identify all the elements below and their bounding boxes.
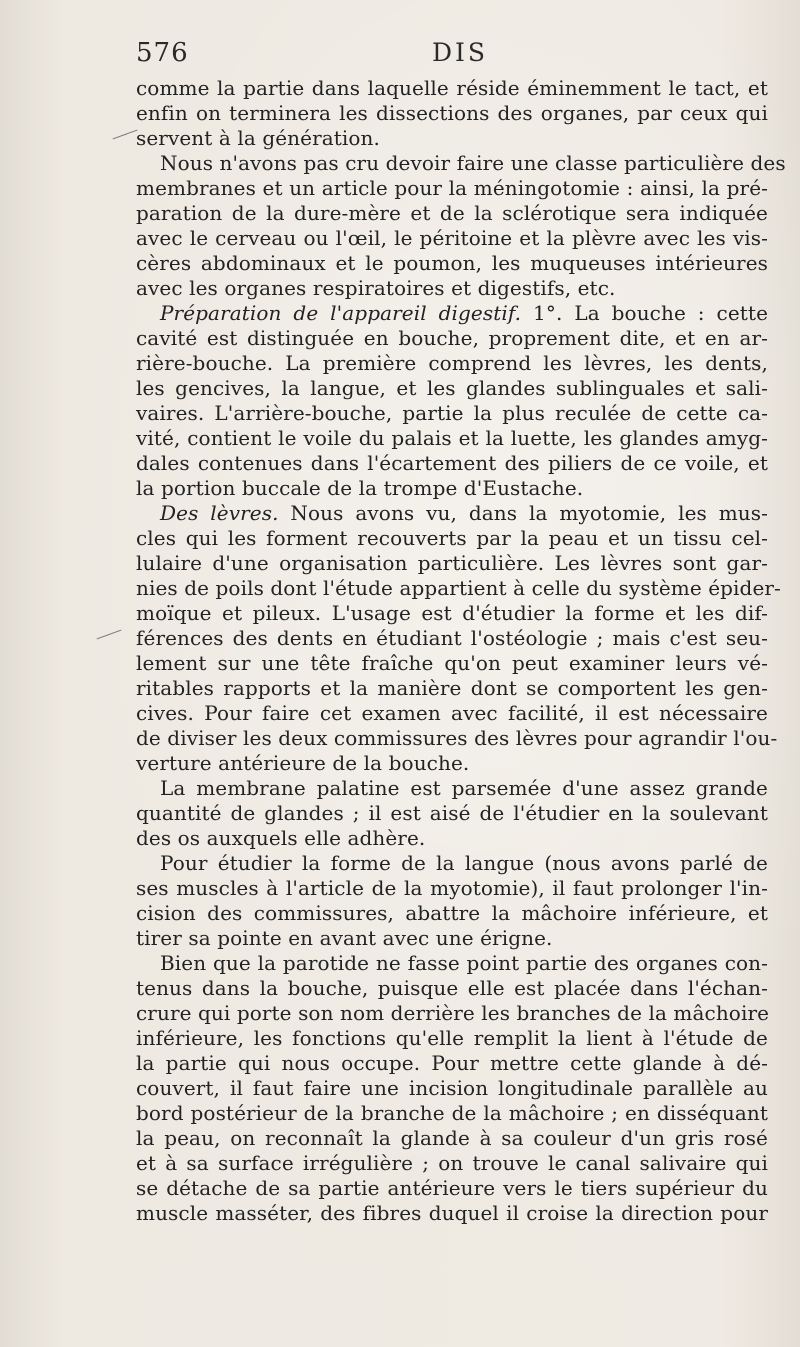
text-line: avec les organes respiratoires et digestifs, etc. — [136, 276, 616, 300]
text-line: Pour étudier la forme de la langue (nous avons parlé de — [160, 851, 768, 875]
page-header — [136, 38, 766, 74]
text-line: Préparation de l'appareil digestif. 1°. La bouche : cette — [160, 301, 769, 325]
text-line: la peau, on reconnaît la glande à sa couleur d'un gris rosé — [136, 1126, 768, 1150]
text-line: tirer sa pointe en avant avec une érigne. — [136, 926, 553, 950]
text-line: des os auxquels elle adhère. — [136, 826, 426, 850]
text-line: dales contenues dans l'écartement des piliers de ce voile, et — [136, 451, 768, 475]
text-line: cles qui les forment recouverts par la peau et un tissu cel- — [136, 526, 768, 550]
section-heading-digestive: Préparation de l'appareil digestif. — [160, 301, 522, 325]
text-line: férences des dents en étudiant l'ostéologie ; mais c'est seu- — [136, 626, 768, 650]
text-line: comme la partie dans laquelle réside éminemment le tact, et — [136, 76, 768, 100]
running-head: DIS — [432, 38, 489, 67]
text-line: inférieure, les fonctions qu'elle remplit la lient à l'étude de — [136, 1026, 768, 1050]
text-line: et à sa surface irrégulière ; on trouve le canal salivaire qui — [136, 1151, 768, 1175]
text-line: vaires. L'arrière-bouche, partie la plus reculée de cette ca- — [136, 401, 768, 425]
text-line: verture antérieure de la bouche. — [136, 751, 470, 775]
text-line: cères abdominaux et le poumon, les muqueuses intérieures — [136, 251, 768, 275]
text-line: rière-bouche. La première comprend les lèvres, les dents, — [136, 351, 768, 375]
text-line: les gencives, la langue, et les glandes sublinguales et sali- — [136, 376, 768, 400]
text-line: couvert, il faut faire une incision longitudinale parallèle au — [136, 1076, 768, 1100]
text-line: membranes et un article pour la méningotomie : ainsi, la pré- — [136, 176, 768, 200]
text-line: moïque et pileux. L'usage est d'étudier la forme et les dif- — [136, 601, 768, 625]
text-line: Des lèvres. Nous avons vu, dans la myotomie, les mus- — [160, 501, 768, 525]
text-line: vité, contient le voile du palais et la luette, les glandes amyg- — [136, 426, 768, 450]
text-line: lement sur une tête fraîche qu'on peut examiner leurs vé- — [136, 651, 768, 675]
text-line: se détache de sa partie antérieure vers le tiers supérieur du — [136, 1176, 768, 1200]
section-heading-levres: Des lèvres. — [160, 501, 279, 525]
body-text — [136, 76, 786, 1226]
text-line: crure qui porte son nom derrière les branches de la mâchoire — [136, 1001, 770, 1025]
text-line: Nous n'avons pas cru devoir faire une classe particulière des — [160, 151, 786, 175]
margin-pen-mark — [113, 130, 138, 140]
text-line: La membrane palatine est parsemée d'une assez grande — [160, 776, 768, 800]
text-line: servent à la génération. — [136, 126, 380, 150]
text-line: cision des commissures, abattre la mâchoire inférieure, et — [136, 901, 768, 925]
text-line: enfin on terminera les dissections des organes, par ceux qui — [136, 101, 768, 125]
text-line: de diviser les deux commissures des lèvres pour agrandir l'ou- — [136, 726, 778, 750]
text-line: paration de la dure-mère et de la sclérotique sera indiquée — [136, 201, 768, 225]
text-line: nies de poils dont l'étude appartient à celle du système épider- — [136, 576, 781, 600]
text-line: muscle masséter, des fibres duquel il croise la direction pour — [136, 1201, 768, 1225]
text-line: quantité de glandes ; il est aisé de l'étudier en la soulevant — [136, 801, 768, 825]
text-line: ses muscles à l'article de la myotomie), il faut prolonger l'in- — [136, 876, 768, 900]
text-line: bord postérieur de la branche de la mâchoire ; en disséquant — [136, 1101, 768, 1125]
page-number: 576 — [136, 38, 189, 68]
text-line: Bien que la parotide ne fasse point partie des organes con- — [160, 951, 768, 975]
text-line: cavité est distinguée en bouche, proprement dite, et en ar- — [136, 326, 768, 350]
text-line: la partie qui nous occupe. Pour mettre cette glande à dé- — [136, 1051, 768, 1075]
text-line: avec le cerveau ou l'œil, le péritoine et la plèvre avec les vis- — [136, 226, 768, 250]
text-line: cives. Pour faire cet examen avec facilité, il est nécessaire — [136, 701, 768, 725]
text-line: lulaire d'une organisation particulière. Les lèvres sont gar- — [136, 551, 768, 575]
text-line: tenus dans la bouche, puisque elle est placée dans l'échan- — [136, 976, 768, 1000]
margin-pen-mark — [97, 630, 122, 640]
text-line: la portion buccale de la trompe d'Eustache. — [136, 476, 584, 500]
text-line: ritables rapports et la manière dont se comportent les gen- — [136, 676, 768, 700]
